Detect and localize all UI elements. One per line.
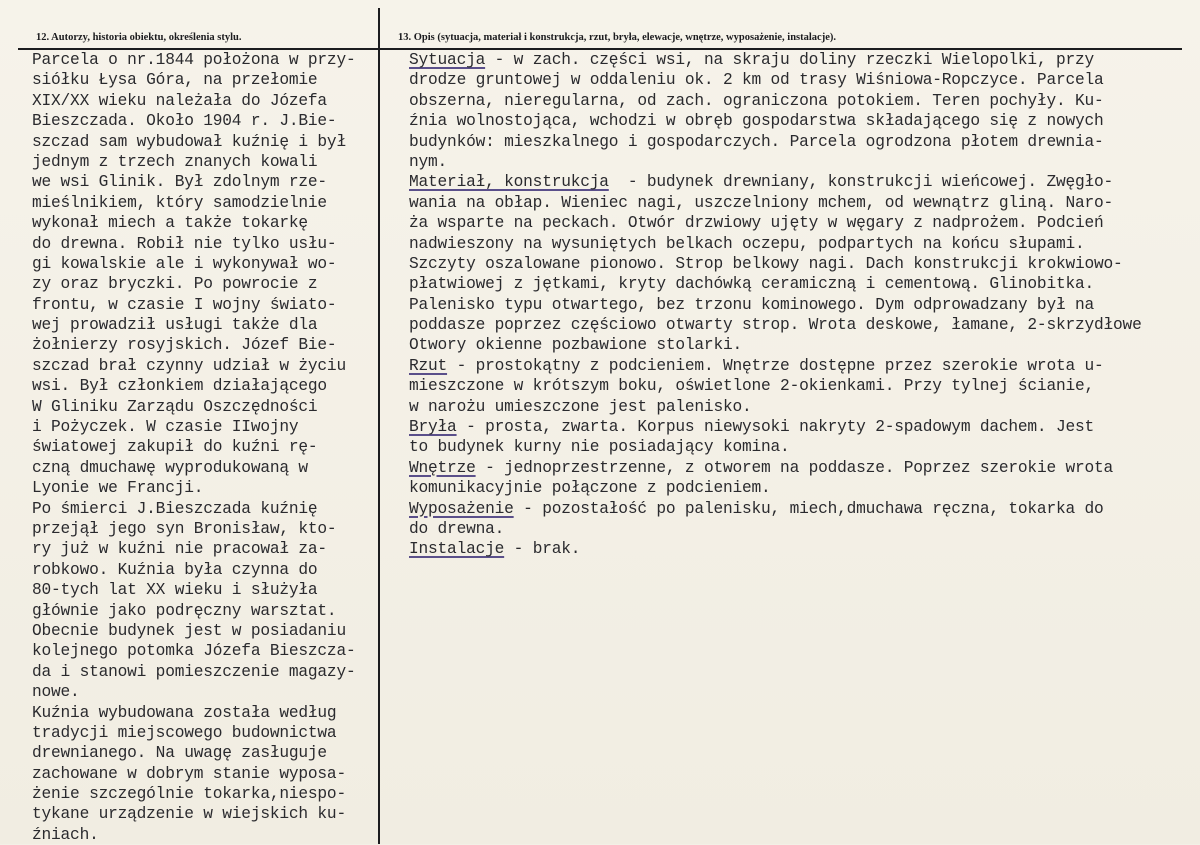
description-text: poddasze poprzez częściowo otwarty strop. Wrota deskowe, łamane, 2-skrzydłowe	[409, 316, 1142, 335]
description-text-line	[409, 274, 1199, 294]
description-text-line	[409, 397, 1199, 417]
description-text: - prosta, zwarta. Korpus niewysoki nakryty 2-spadowym dachem. Jest	[456, 418, 1095, 437]
description-text: mieszczone w krótszym boku, oświetlone 2-okienkami. Przy tylnej ścianie,	[409, 377, 1095, 396]
description-text: drodze gruntowej w oddaleniu ok. 2 km od trasy Wiśniowa-Ropczyce. Parcela	[409, 71, 1104, 90]
description-text-line	[409, 499, 1199, 519]
history-text-line: frontu, w czasie I wojny świato-	[32, 295, 337, 314]
history-text-line: szczad brał czynny udział w życiu	[32, 356, 346, 375]
description-text-line	[409, 234, 1199, 254]
description-text-line	[409, 193, 1199, 213]
history-text-line: głównie jako podręczny warsztat.	[32, 601, 337, 620]
description-text: nym.	[409, 152, 448, 171]
description-text: komunikacyjnie połączone z podcieniem.	[409, 479, 771, 498]
description-text: - pozostałość po palenisku, miech,dmuchawa ręczna, tokarka do	[513, 499, 1104, 518]
description-text-line	[409, 437, 1199, 457]
history-text-line: gi kowalskie ale i wykonywał wo-	[32, 254, 337, 273]
history-text-line: Obecnie budynek jest w posiadaniu	[32, 621, 346, 640]
description-text: - prostokątny z podcieniem. Wnętrze dostępne przez szerokie wrota u-	[447, 356, 1104, 375]
section-heading: Wnętrze	[409, 458, 476, 477]
description-text-line	[409, 458, 1199, 478]
description-text-line	[409, 519, 1199, 539]
description-text-line	[409, 539, 1199, 559]
history-text-line: drewnianego. Na uwagę zasługuje	[32, 744, 327, 763]
description-text-line	[409, 132, 1199, 152]
history-text-line: czną dmuchawę wyprodukowaną w	[32, 458, 308, 477]
section-heading: Wyposażenie	[409, 499, 514, 518]
description-text-line	[409, 91, 1199, 111]
history-text-line: zachowane w dobrym stanie wyposa-	[32, 764, 346, 783]
history-text-line: da i stanowi pomieszczenie magazy-	[32, 662, 356, 681]
description-text-line	[409, 315, 1199, 335]
history-text-line: światowej zakupił do kuźni rę-	[32, 438, 318, 457]
history-text-line: ry już w kuźni nie pracował za-	[32, 540, 327, 559]
history-text-line: zy oraz bryczki. Po powrocie z	[32, 275, 318, 294]
history-text-line: wykonał miech a także tokarkę	[32, 214, 308, 233]
description-text: nadwieszony na wysuniętych belkach oczepu, podpartych na końcu słupami.	[409, 234, 1085, 253]
column-divider	[378, 8, 380, 844]
description-text-column	[409, 50, 1199, 560]
description-text: ża wsparte na peckach. Otwór drzwiowy ujęty w węgary z nadprożem. Podcień	[409, 214, 1104, 233]
description-text: budynków: mieszkalnego i gospodarczych. Parcela ogrodzona płotem drewnia-	[409, 132, 1104, 151]
history-text-line: żenie szczególnie tokarka,niespo-	[32, 785, 346, 804]
history-text-line: tykane urządzenie w wiejskich ku-	[32, 805, 346, 824]
description-text: - w zach. części wsi, na skraju doliny rzeczki Wielopolki, przy	[485, 51, 1095, 69]
history-text-line: źniach.	[32, 825, 99, 844]
description-text: Palenisko typu otwartego, bez trzonu kominowego. Dym odprowadzany był na	[409, 295, 1095, 314]
history-text-line: robkowo. Kuźnia była czynna do	[32, 560, 318, 579]
description-text: wania na obłap. Wieniec nagi, uszczelniony mchem, od wewnątrz gliną. Naro-	[409, 193, 1114, 212]
description-text-line	[409, 213, 1199, 233]
description-text-line	[409, 50, 1199, 70]
description-text: - jednoprzestrzenne, z otworem na poddasze. Poprzez szerokie wrota	[475, 458, 1114, 477]
description-text: Szczyty oszalowane pionowo. Strop belkowy nagi. Dach konstrukcji krokwiowo-	[409, 254, 1123, 273]
description-text: Otwory okienne pozbawione stolarki.	[409, 336, 742, 355]
description-text-line	[409, 254, 1199, 274]
history-text-line: XIX/XX wieku należała do Józefa	[32, 91, 327, 110]
history-text-line: Po śmierci J.Bieszczada kuźnię	[32, 499, 318, 518]
description-text-line	[409, 111, 1199, 131]
history-text-line: W Gliniku Zarządu Oszczędności	[32, 397, 318, 416]
history-text-line: i Pożyczek. W czasie IIwojny	[32, 418, 299, 437]
history-text-line: nowe.	[32, 683, 80, 702]
description-text: obszerna, nieregularna, od zach. ograniczona potokiem. Teren pochyły. Ku-	[409, 91, 1104, 110]
history-text-line: szczad sam wybudował kuźnię i był	[32, 132, 346, 151]
history-text-line: tradycji miejscowego budownictwa	[32, 723, 337, 742]
description-text: w narożu umieszczone jest palenisko.	[409, 397, 752, 416]
section-13-title: 13. Opis (sytuacja, materiał i konstrukcja, rzut, bryła, elewacje, wnętrze, wyposażenie, instalacje).	[398, 32, 837, 43]
history-text-line: siółku Łysa Góra, na przełomie	[32, 71, 318, 90]
history-text-line: mieślnikiem, który samodzielnie	[32, 193, 327, 212]
history-text-line: 80-tych lat XX wieku i służyła	[32, 581, 318, 600]
history-text-line: do drewna. Robił nie tylko usłu-	[32, 234, 337, 253]
description-text-line	[409, 70, 1199, 90]
history-text-line: przejął jego syn Bronisław, kto-	[32, 519, 337, 538]
description-text: do drewna.	[409, 519, 505, 538]
description-text: źnia wolnostojąca, wchodzi w obręb gospodarstwa składającego się z nowych	[409, 112, 1104, 131]
description-text-line	[409, 152, 1199, 172]
section-12-title: 12. Autorzy, historia obiektu, określenia stylu.	[36, 32, 242, 43]
description-text: - brak.	[504, 540, 581, 559]
section-heading: Sytuacja	[409, 51, 486, 69]
history-text-line: we wsi Glinik. Był zdolnym rze-	[32, 173, 327, 192]
history-text-line: Bieszczada. Około 1904 r. J.Bie-	[32, 112, 337, 131]
description-text-line	[409, 335, 1199, 355]
description-text: to budynek kurny nie posiadający komina.	[409, 438, 790, 457]
description-text-line	[409, 376, 1199, 396]
description-text-line	[409, 356, 1199, 376]
description-text-line	[409, 417, 1199, 437]
history-text-line: Kuźnia wybudowana została według	[32, 703, 337, 722]
section-heading: Rzut	[409, 356, 448, 375]
history-text-line: wsi. Był członkiem działającego	[32, 377, 327, 396]
section-heading: Instalacje	[409, 540, 505, 559]
description-text: płatwiowej z jętkami, kryty dachówką ceramiczną i cementową. Glinobitka.	[409, 275, 1095, 294]
history-text-line: kolejnego potomka Józefa Bieszcza-	[32, 642, 356, 661]
history-text-line: żołnierzy rosyjskich. Józef Bie-	[32, 336, 337, 355]
description-text-line	[409, 172, 1199, 192]
history-text-line: wej prowadził usługi także dla	[32, 316, 318, 335]
section-heading: Materiał, konstrukcja	[409, 173, 609, 192]
description-text-line	[409, 478, 1199, 498]
history-text-line: jednym z trzech znanych kowali	[32, 152, 318, 171]
history-text-line: Parcela o nr.1844 położona w przy-	[32, 51, 356, 69]
description-text: - budynek drewniany, konstrukcji wieńcowej. Zwęgło-	[608, 173, 1114, 192]
history-text-column	[32, 50, 377, 845]
section-heading: Bryła	[409, 418, 457, 437]
description-text-line	[409, 295, 1199, 315]
history-text-line: Lyonie we Francji.	[32, 479, 204, 498]
